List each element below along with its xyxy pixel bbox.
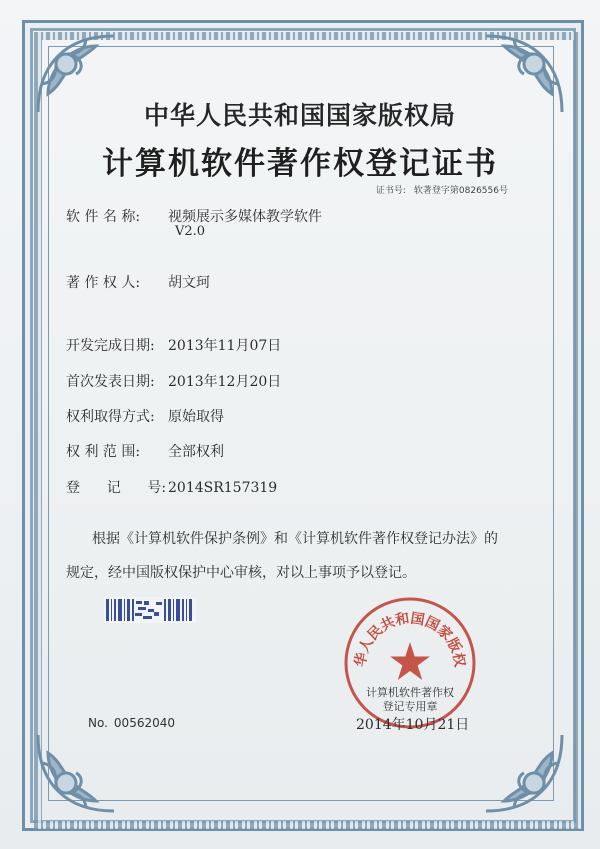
serial-number-value: 00562040 — [113, 716, 175, 730]
seal-ring-text: 华人民共和国国家版权 — [352, 610, 468, 669]
rights-scope-label: 权 利 范 围: — [66, 444, 141, 460]
registration-number-value: 2014SR157319 — [168, 480, 278, 496]
seal-star-icon — [390, 642, 430, 680]
official-seal — [343, 596, 477, 730]
rights-scope-value: 全部权利 — [168, 444, 224, 460]
field-publication-date — [66, 371, 281, 391]
field-acquisition-method — [66, 406, 224, 426]
corner-ornament-bottom-left — [26, 723, 126, 823]
field-development-date — [66, 335, 281, 355]
acquisition-method-value: 原始取得 — [168, 409, 224, 425]
field-software-name — [66, 206, 322, 226]
seal-center-line-2: 登记专用章 — [382, 700, 438, 713]
corner-ornament-bottom-right — [474, 723, 574, 823]
serial-number-label: No. — [88, 716, 108, 730]
issuing-authority: 中华人民共和国国家版权局 — [143, 101, 456, 130]
statement-line-1: 根据《计算机软件保护条例》和《计算机软件著作权登记办法》的 — [92, 531, 498, 547]
registration-statement — [66, 522, 536, 590]
barcode — [104, 597, 196, 623]
issue-date: 2014年10月21日 — [356, 717, 470, 733]
certificate-title: 计算机软件著作权登记证书 — [102, 146, 498, 182]
software-name-label: 软 件 名 称: — [66, 209, 141, 225]
certificate-number-value: 软著登字第0826556号 — [413, 186, 508, 196]
acquisition-method-label: 权利取得方式: — [66, 409, 155, 425]
field-rights-scope — [66, 441, 224, 461]
field-owner — [66, 272, 210, 292]
development-date-value: 2013年11月07日 — [168, 338, 282, 354]
owner-label: 著 作 权 人: — [66, 275, 141, 291]
publication-date-label: 首次发表日期: — [66, 374, 155, 390]
publication-date-value: 2013年12月20日 — [168, 374, 282, 390]
software-version-value: V2.0 — [175, 224, 206, 239]
certificate-number — [376, 183, 508, 196]
statement-line-2: 规定，经中国版权保护中心审核，对以上事项予以登记。 — [66, 565, 416, 581]
serial-number — [88, 716, 175, 730]
development-date-label: 开发完成日期: — [66, 338, 155, 354]
field-registration-number — [66, 477, 277, 497]
seal-center-line-1: 计算机软件著作权 — [366, 686, 454, 699]
owner-value: 胡文珂 — [168, 275, 210, 291]
software-name-value: 视频展示多媒体教学软件 — [168, 209, 322, 225]
certificate-number-label: 证书号: — [375, 186, 406, 196]
registration-number-label: 登 记 号: — [66, 480, 167, 496]
